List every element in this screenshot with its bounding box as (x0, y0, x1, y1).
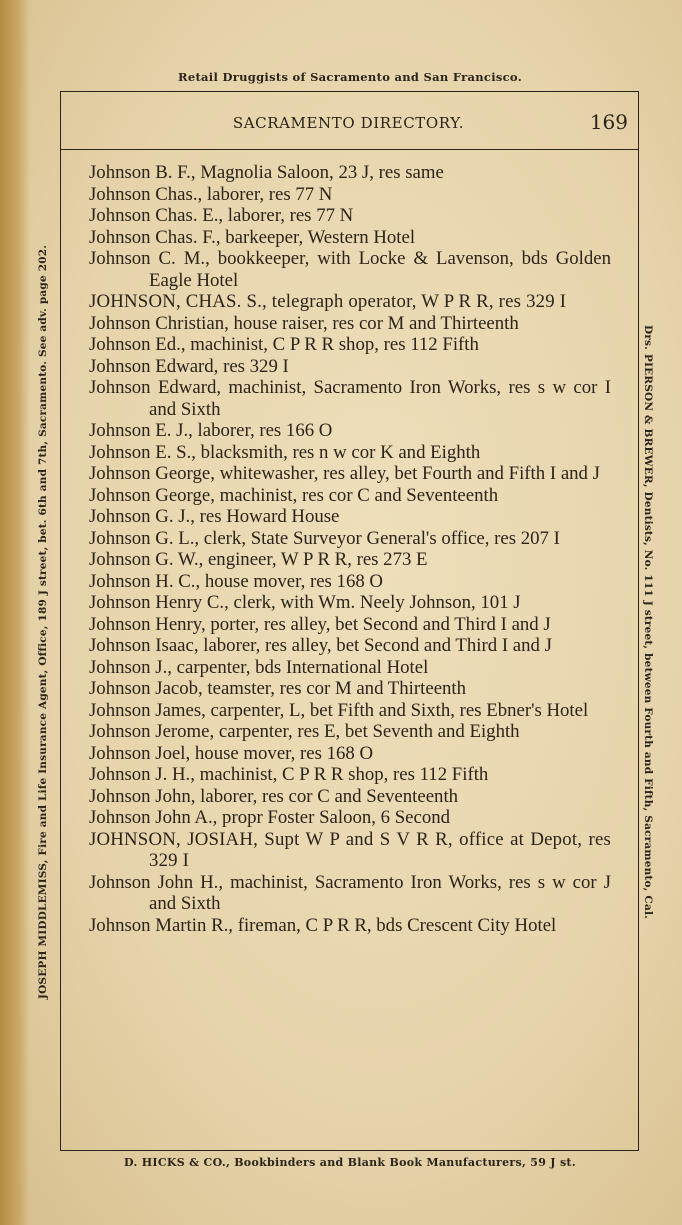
directory-entry: Johnson Jacob, teamster, res cor M and Thirteenth (89, 678, 467, 699)
directory-entry: Johnson E. J., laborer, res 166 O (89, 420, 333, 441)
page-gutter-shadow (0, 0, 30, 1225)
page-frame (60, 91, 639, 1151)
directory-entry: Johnson B. F., Magnolia Saloon, 23 J, res same (89, 162, 444, 183)
running-head (61, 92, 638, 150)
directory-entry: Johnson J. H., machinist, C P R R shop, res 112 Fifth (89, 764, 489, 785)
directory-entry: Johnson C. M., bookkeeper, with Locke & Lavenson, bds Golden Eagle Hotel (89, 248, 611, 291)
directory-entry: Johnson John H., machinist, Sacramento Iron Works, res s w cor J and Sixth (89, 871, 611, 914)
left-margin-advertisement: JOSEPH MIDDLEMISS, Fire and Life Insurance Agent, Office, 189 J street, bet. 6th and 7th, Sacramento. See adv. page 202. (37, 244, 49, 1000)
directory-entry: Johnson Chas. F., barkeeper, Western Hotel (89, 226, 416, 248)
directory-entry: Johnson J., carpenter, bds International Hotel (89, 656, 429, 678)
directory-entry: Johnson H. C., house mover, res 168 O (89, 570, 383, 592)
directory-entry: Johnson Chas. E., laborer, res 77 N (89, 205, 354, 226)
directory-entry: Johnson Edward, res 329 I (89, 355, 289, 377)
header-advertisement: Retail Druggists of Sacramento and San Francisco. (177, 70, 523, 84)
page-title: SACRAMENTO DIRECTORY. (232, 114, 465, 132)
right-margin-advertisement: Drs. PIERSON & BREWER, Dentists, No. 111 J street, between Fourth and Fifth, Sacramento, Cal. (642, 325, 654, 919)
directory-entry: Johnson George, whitewasher, res alley, bet Fourth and Fifth I and J (89, 463, 600, 484)
page-number: 169 (589, 110, 628, 134)
directory-entry: Johnson G. L., clerk, State Surveyor General's office, res 207 I (89, 527, 560, 549)
directory-entry: Johnson Henry C., clerk, with Wm. Neely Johnson, 101 J (89, 592, 521, 613)
directory-entry: Johnson G. W., engineer, W P R R, res 273 E (89, 549, 428, 570)
directory-listing (89, 162, 611, 936)
directory-entry: Johnson Jerome, carpenter, res E, bet Seventh and Eighth (89, 721, 520, 742)
directory-entry: Johnson George, machinist, res cor C and Seventeenth (89, 484, 499, 506)
directory-entry: Johnson Christian, house raiser, res cor M and Thirteenth (89, 312, 519, 334)
directory-entry: Johnson Martin R., fireman, C P R R, bds Crescent City Hotel (89, 914, 557, 936)
directory-entry: Johnson John A., propr Foster Saloon, 6 Second (89, 807, 451, 828)
directory-entry: Johnson Edward, machinist, Sacramento Iron Works, res s w cor I and Sixth (89, 377, 611, 420)
footer-advertisement: D. HICKS & CO., Bookbinders and Blank Book Manufacturers, 59 J st. (124, 1156, 576, 1169)
directory-entry: Johnson Joel, house mover, res 168 O (89, 742, 374, 764)
directory-entry: Johnson Henry, porter, res alley, bet Second and Third I and J (89, 613, 551, 635)
directory-entry: Johnson Isaac, laborer, res alley, bet Second and Third I and J (89, 635, 552, 656)
directory-entry: JOHNSON, JOSIAH, Supt W P and S V R R, office at Depot, res 329 I (89, 828, 611, 871)
directory-entry: Johnson Chas., laborer, res 77 N (89, 183, 333, 205)
directory-entry: Johnson Ed., machinist, C P R R shop, res 112 Fifth (89, 334, 479, 355)
directory-entry: Johnson E. S., blacksmith, res n w cor K and Eighth (89, 441, 481, 463)
header-rule (61, 149, 638, 150)
directory-entry: Johnson John, laborer, res cor C and Seventeenth (89, 785, 459, 807)
directory-entry: Johnson G. J., res Howard House (89, 506, 340, 527)
directory-entry: Johnson James, carpenter, L, bet Fifth and Sixth, res Ebner's Hotel (89, 699, 589, 721)
directory-entry: JOHNSON, CHAS. S., telegraph operator, W P R R, res 329 I (89, 291, 567, 312)
